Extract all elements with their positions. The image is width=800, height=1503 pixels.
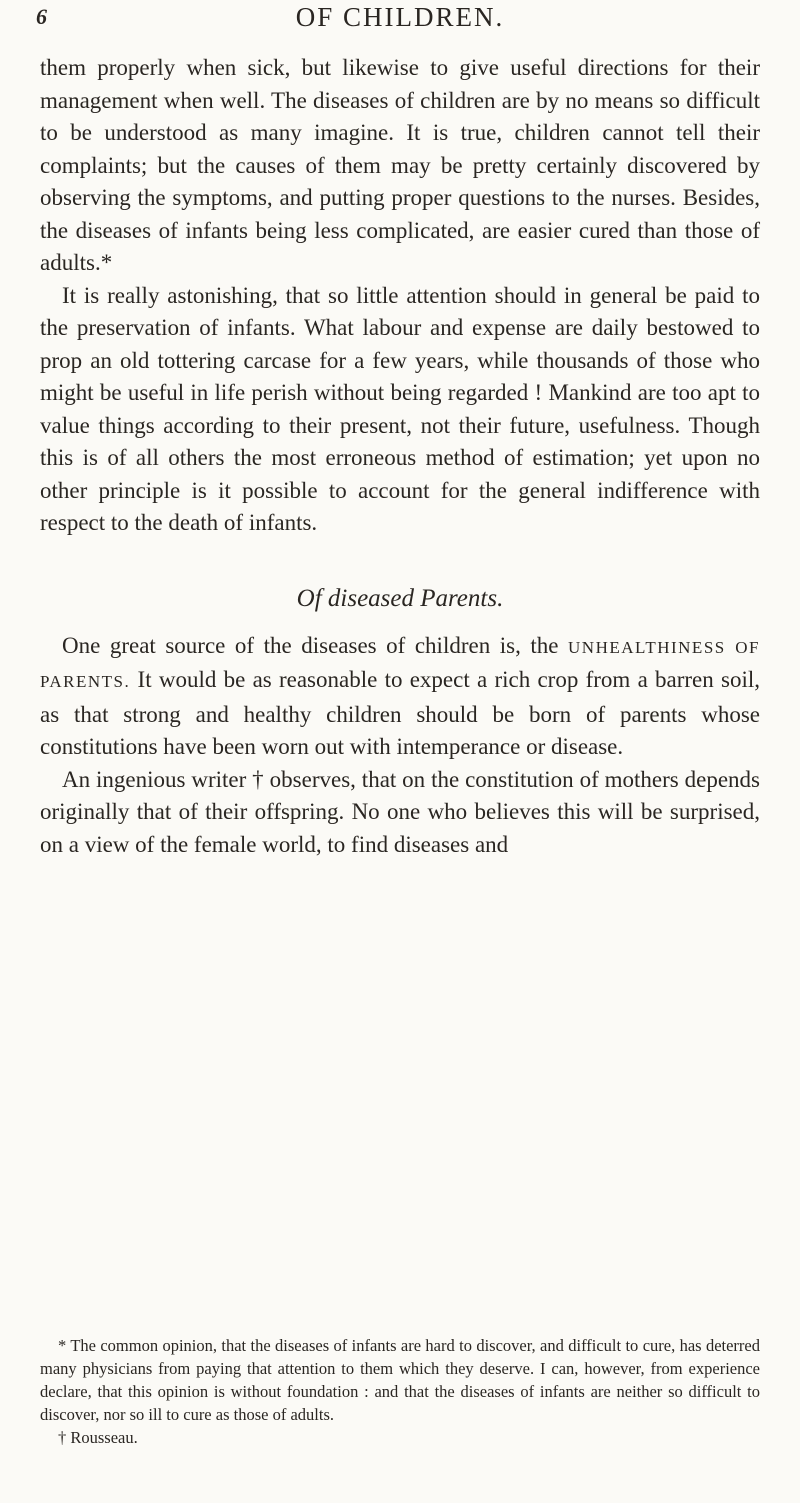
footnote-1: * The common opinion, that the diseases of infants are hard to discover, and difficult to cure, has deterred many physicians from paying that attention to them which they deserve. I can, however, from experience declare, that this opinion is without foundation : and that the diseases of infants are neither so difficult to discover, nor so ill to cure as those of adults. <box>40 1336 760 1424</box>
page-number: 6 <box>36 4 47 29</box>
main-text <box>40 52 760 861</box>
paragraph-3-start: One great source of the diseases of children is, the <box>62 632 559 658</box>
paragraph-2: It is really astonishing, that so little attention should in general be paid to the preservation of infants. What labour and expense are daily bestowed to prop an old tottering carcase for a few years, while thousands of those who might be useful in life perish without being regarded ! Mankind are too apt to value things according to their present, not their future, usefulness. Though this is of all others the most erroneous method of estimation; yet upon no other principle is it possible to account for the general indifference with respect to the death of infants. <box>40 282 760 535</box>
paragraph-3-smallcaps: UNHEALTHINESS OF PARENTS. <box>40 637 760 691</box>
paragraph-3 <box>40 630 760 764</box>
running-title: OF CHILDREN. <box>295 2 505 32</box>
footnotes <box>40 1334 760 1449</box>
section-heading: Of diseased Parents. <box>296 584 504 612</box>
paragraph-4: An ingenious writer † observes, that on the constitution of mothers depends originally that of their offspring. No one who believes this will be surprised, on a view of the female world, to find diseases and <box>40 766 760 857</box>
paragraph-3-end: It would be as reasonable to expect a rich crop from a barren soil, as that strong and healthy children should be born of parents whose constitutions have been worn out with intemperance or disease. <box>40 667 761 759</box>
paragraph-1: them properly when sick, but likewise to give useful directions for their management when well. The diseases of children are by no means so difficult to be understood as many imagine. It is true, children cannot tell their complaints; but the causes of them may be pretty certainly discovered by observing the symptoms, and putting proper questions to the nurses. Besides, the diseases of infants being less complicated, are easier cured than those of adults.* <box>40 55 760 275</box>
footnote-2: † Rousseau. <box>58 1428 138 1447</box>
